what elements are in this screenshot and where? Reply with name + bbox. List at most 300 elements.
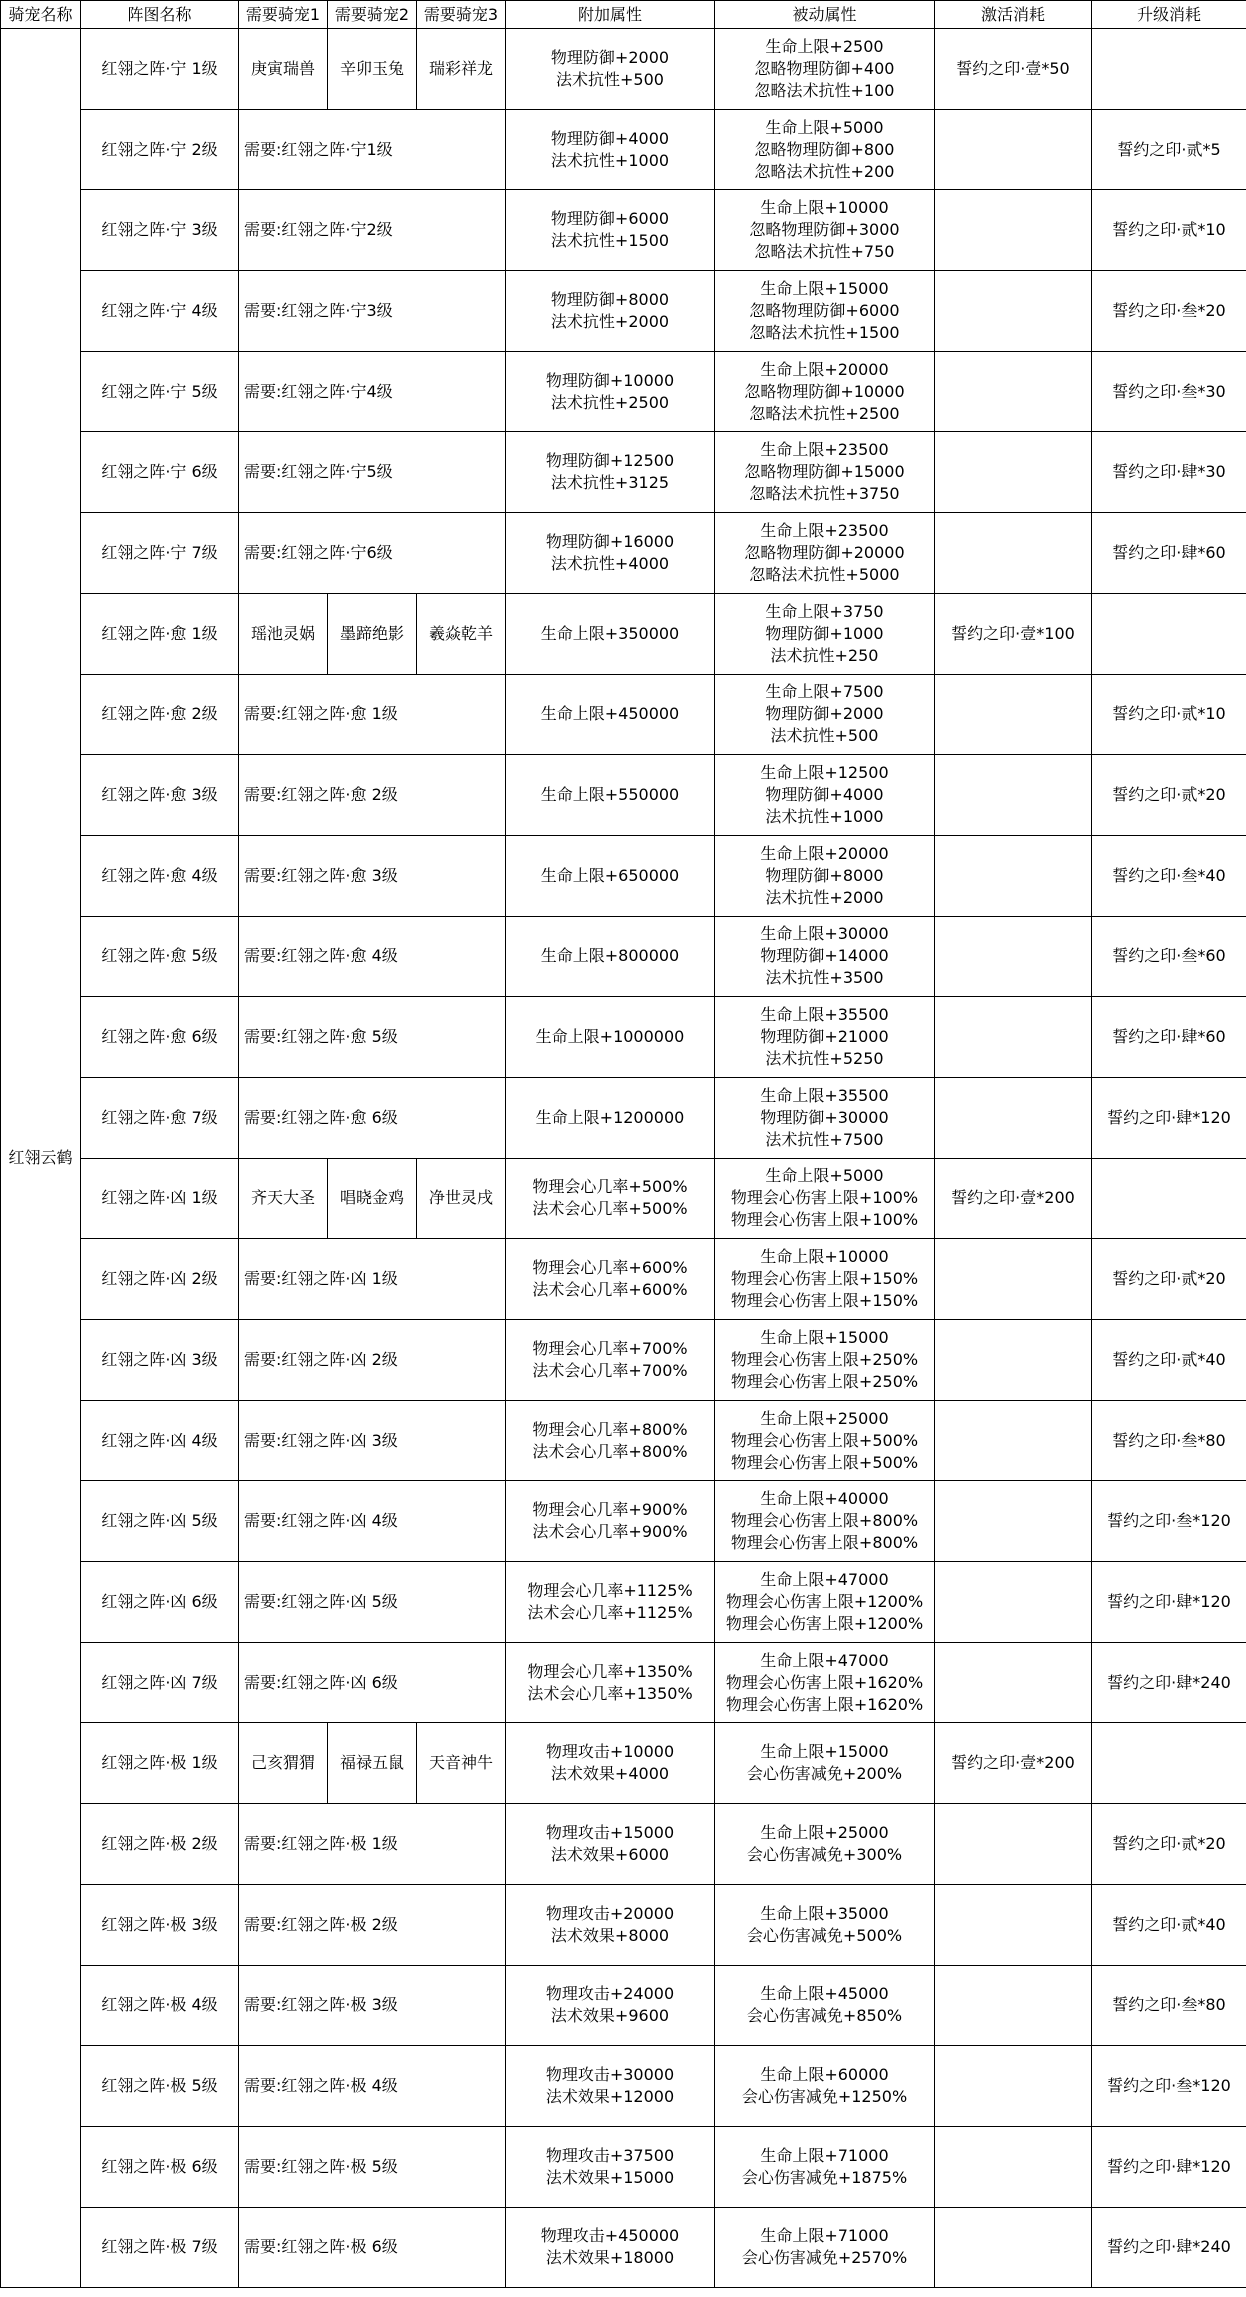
upgrade-cost-cell: 誓约之印·叁*80: [1092, 1965, 1246, 2046]
additional-attributes-cell: [506, 190, 715, 271]
passive-line: 忽略法术抗性+200: [754, 161, 895, 181]
attribute-line: 生命上限+450000: [540, 704, 680, 724]
attribute-line: 法术会心几率+1125%: [527, 1602, 693, 1622]
passive-line: 忽略法术抗性+100: [754, 80, 895, 100]
additional-attributes-cell: [506, 1239, 715, 1320]
upgrade-cost-cell: 誓约之印·肆*60: [1092, 513, 1246, 594]
attribute-line: 法术效果+15000: [545, 2167, 675, 2187]
upgrade-cost-cell: 誓约之印·贰*5: [1092, 109, 1246, 190]
required-pet-2-cell: 墨蹄绝影: [328, 593, 417, 674]
formation-name-cell: 红翎之阵·宁 2级: [81, 109, 239, 190]
passive-line: 物理防御+1000: [765, 623, 884, 643]
passive-line: 物理会心伤害上限+500%: [730, 1452, 919, 1472]
passive-attributes-cell: [715, 190, 935, 271]
passive-line: 会心伤害减免+1250%: [741, 2087, 908, 2107]
attribute-line: 法术效果+18000: [545, 2248, 675, 2268]
activation-cost-cell: [935, 1562, 1092, 1643]
attribute-line: 法术效果+12000: [545, 2087, 675, 2107]
passive-line: 物理会心伤害上限+1620%: [725, 1672, 924, 1692]
upgrade-cost-cell: 誓约之印·贰*40: [1092, 1884, 1246, 1965]
required-pet-1-cell: 瑶池灵娲: [239, 593, 328, 674]
required-pet-2-cell: 辛卯玉兔: [328, 29, 417, 110]
additional-attributes-cell: [506, 1965, 715, 2046]
requirement-cell: 需要:红翎之阵·愈 3级: [239, 835, 506, 916]
table-row: [1, 2126, 1246, 2207]
passive-attributes-cell: [715, 1400, 935, 1481]
requirement-cell: 需要:红翎之阵·愈 1级: [239, 674, 506, 755]
upgrade-cost-cell: 誓约之印·肆*240: [1092, 1642, 1246, 1723]
requirement-cell: 需要:红翎之阵·凶 6级: [239, 1642, 506, 1723]
passive-line: 生命上限+20000: [760, 843, 889, 863]
requirement-cell: 需要:红翎之阵·凶 5级: [239, 1562, 506, 1643]
attribute-line: 法术会心几率+700%: [532, 1360, 688, 1380]
passive-attributes-cell: [715, 2207, 935, 2288]
passive-line: 物理会心伤害上限+1620%: [725, 1694, 924, 1714]
requirement-cell: 需要:红翎之阵·宁3级: [239, 271, 506, 352]
formation-name-cell: 红翎之阵·愈 1级: [81, 593, 239, 674]
table-row: [1, 1158, 1246, 1239]
attribute-line: 物理攻击+15000: [545, 1822, 675, 1842]
additional-attributes-cell: [506, 1723, 715, 1804]
upgrade-cost-cell: 誓约之印·肆*240: [1092, 2207, 1246, 2288]
attribute-line: 法术抗性+2000: [550, 311, 670, 331]
passive-line: 生命上限+35500: [760, 1005, 889, 1025]
attribute-line: 法术效果+4000: [550, 1764, 670, 1784]
additional-attributes-cell: [506, 997, 715, 1078]
attribute-line: 法术会心几率+1350%: [527, 1683, 693, 1703]
formation-name-cell: 红翎之阵·凶 1级: [81, 1158, 239, 1239]
table-row: [1, 835, 1246, 916]
requirement-cell: 需要:红翎之阵·愈 2级: [239, 755, 506, 836]
formation-name-cell: 红翎之阵·凶 6级: [81, 1562, 239, 1643]
table-row: [1, 593, 1246, 674]
upgrade-cost-cell: 誓约之印·贰*10: [1092, 674, 1246, 755]
formation-name-cell: 红翎之阵·极 4级: [81, 1965, 239, 2046]
passive-attributes-cell: [715, 1642, 935, 1723]
additional-attributes-cell: [506, 1320, 715, 1401]
activation-cost-cell: [935, 190, 1092, 271]
activation-cost-cell: [935, 1320, 1092, 1401]
attribute-line: 物理攻击+30000: [545, 2065, 675, 2085]
additional-attributes-cell: [506, 271, 715, 352]
attribute-line: 法术会心几率+600%: [532, 1280, 688, 1300]
table-row: [1, 351, 1246, 432]
passive-line: 会心伤害减免+500%: [746, 1925, 903, 1945]
required-pet-3-cell: 羲焱乾羊: [417, 593, 506, 674]
attribute-line: 法术效果+6000: [550, 1844, 670, 1864]
passive-line: 生命上限+23500: [760, 520, 889, 540]
passive-line: 生命上限+3750: [765, 601, 884, 621]
passive-attributes-cell: [715, 1562, 935, 1643]
passive-line: 物理防御+30000: [760, 1107, 889, 1127]
passive-line: 物理会心伤害上限+150%: [730, 1269, 919, 1289]
upgrade-cost-cell: 誓约之印·肆*120: [1092, 1562, 1246, 1643]
table-row: [1, 916, 1246, 997]
passive-attributes-cell: [715, 916, 935, 997]
required-pet-3-cell: 瑞彩祥龙: [417, 29, 506, 110]
formation-name-cell: 红翎之阵·愈 7级: [81, 1077, 239, 1158]
formation-name-cell: 红翎之阵·凶 3级: [81, 1320, 239, 1401]
requirement-cell: 需要:红翎之阵·凶 3级: [239, 1400, 506, 1481]
passive-attributes-cell: [715, 674, 935, 755]
passive-line: 物理会心伤害上限+100%: [730, 1210, 919, 1230]
passive-line: 忽略法术抗性+5000: [749, 564, 900, 584]
upgrade-cost-cell: 誓约之印·叁*80: [1092, 1400, 1246, 1481]
passive-line: 会心伤害减免+200%: [746, 1764, 903, 1784]
passive-line: 会心伤害减免+1875%: [741, 2167, 908, 2187]
requirement-cell: 需要:红翎之阵·宁6级: [239, 513, 506, 594]
additional-attributes-cell: [506, 2046, 715, 2127]
passive-attributes-cell: [715, 432, 935, 513]
required-pet-3-cell: 天音神牛: [417, 1723, 506, 1804]
requirement-cell: 需要:红翎之阵·宁4级: [239, 351, 506, 432]
additional-attributes-cell: [506, 1158, 715, 1239]
header-additional-attributes: 附加属性: [506, 1, 715, 29]
attribute-line: 生命上限+550000: [540, 785, 680, 805]
additional-attributes-cell: [506, 2126, 715, 2207]
attribute-line: 法术效果+8000: [550, 1925, 670, 1945]
table-row: [1, 1642, 1246, 1723]
passive-line: 生命上限+71000: [760, 2145, 889, 2165]
upgrade-cost-cell: 誓约之印·贰*20: [1092, 1804, 1246, 1885]
header-formation-name: 阵图名称: [81, 1, 239, 29]
requirement-cell: 需要:红翎之阵·极 6级: [239, 2207, 506, 2288]
table-row: [1, 1562, 1246, 1643]
additional-attributes-cell: [506, 1884, 715, 1965]
passive-line: 法术抗性+3500: [765, 968, 884, 988]
passive-line: 生命上限+20000: [760, 359, 889, 379]
passive-attributes-cell: [715, 1884, 935, 1965]
activation-cost-cell: [935, 997, 1092, 1078]
activation-cost-cell: [935, 755, 1092, 836]
formation-name-cell: 红翎之阵·宁 4级: [81, 271, 239, 352]
passive-line: 物理会心伤害上限+250%: [730, 1349, 919, 1369]
activation-cost-cell: [935, 1400, 1092, 1481]
passive-attributes-cell: [715, 1804, 935, 1885]
header-passive-attributes: 被动属性: [715, 1, 935, 29]
requirement-cell: 需要:红翎之阵·宁2级: [239, 190, 506, 271]
passive-line: 忽略物理防御+10000: [744, 381, 905, 401]
upgrade-cost-cell: 誓约之印·贰*40: [1092, 1320, 1246, 1401]
requirement-cell: 需要:红翎之阵·极 1级: [239, 1804, 506, 1885]
activation-cost-cell: 誓约之印·壹*100: [935, 593, 1092, 674]
attribute-line: 法术抗性+2500: [550, 392, 670, 412]
passive-line: 生命上限+25000: [760, 1822, 889, 1842]
formation-name-cell: 红翎之阵·愈 6级: [81, 997, 239, 1078]
formation-name-cell: 红翎之阵·宁 6级: [81, 432, 239, 513]
activation-cost-cell: [935, 1481, 1092, 1562]
required-pet-1-cell: 齐天大圣: [239, 1158, 328, 1239]
required-pet-3-cell: 净世灵戌: [417, 1158, 506, 1239]
attribute-line: 法术抗性+4000: [550, 553, 670, 573]
passive-attributes-cell: [715, 1158, 935, 1239]
formation-name-cell: 红翎之阵·愈 2级: [81, 674, 239, 755]
activation-cost-cell: [935, 916, 1092, 997]
additional-attributes-cell: [506, 109, 715, 190]
passive-line: 忽略物理防御+15000: [744, 462, 905, 482]
required-pet-2-cell: 福禄五鼠: [328, 1723, 417, 1804]
formation-name-cell: 红翎之阵·极 5级: [81, 2046, 239, 2127]
formation-name-cell: 红翎之阵·愈 5级: [81, 916, 239, 997]
additional-attributes-cell: [506, 674, 715, 755]
activation-cost-cell: [935, 1642, 1092, 1723]
table-row: [1, 1804, 1246, 1885]
activation-cost-cell: [935, 1804, 1092, 1885]
table-row: [1, 2207, 1246, 2288]
table-row: [1, 1723, 1246, 1804]
table-row: [1, 1884, 1246, 1965]
passive-line: 生命上限+5000: [765, 117, 884, 137]
additional-attributes-cell: [506, 1642, 715, 1723]
activation-cost-cell: [935, 109, 1092, 190]
upgrade-cost-cell: 誓约之印·叁*120: [1092, 2046, 1246, 2127]
requirement-cell: 需要:红翎之阵·极 4级: [239, 2046, 506, 2127]
passive-attributes-cell: [715, 755, 935, 836]
additional-attributes-cell: [506, 1481, 715, 1562]
passive-line: 物理会心伤害上限+250%: [730, 1371, 919, 1391]
requirement-cell: 需要:红翎之阵·凶 4级: [239, 1481, 506, 1562]
activation-cost-cell: 誓约之印·壹*200: [935, 1158, 1092, 1239]
table-row: [1, 109, 1246, 190]
passive-line: 物理防御+14000: [760, 946, 889, 966]
activation-cost-cell: [935, 674, 1092, 755]
upgrade-cost-cell: 誓约之印·肆*60: [1092, 997, 1246, 1078]
upgrade-cost-cell: 誓约之印·肆*120: [1092, 1077, 1246, 1158]
required-pet-2-cell: 唱晓金鸡: [328, 1158, 417, 1239]
passive-line: 物理会心伤害上限+100%: [730, 1188, 919, 1208]
passive-line: 生命上限+10000: [760, 198, 889, 218]
additional-attributes-cell: [506, 351, 715, 432]
passive-line: 忽略法术抗性+1500: [749, 322, 900, 342]
activation-cost-cell: 誓约之印·壹*50: [935, 29, 1092, 110]
passive-line: 忽略物理防御+800: [754, 139, 895, 159]
activation-cost-cell: 誓约之印·壹*200: [935, 1723, 1092, 1804]
passive-line: 生命上限+5000: [765, 1166, 884, 1186]
attribute-line: 生命上限+1200000: [535, 1107, 685, 1127]
required-pet-1-cell: 己亥猬猬: [239, 1723, 328, 1804]
upgrade-cost-cell: 誓约之印·叁*40: [1092, 835, 1246, 916]
formation-name-cell: 红翎之阵·宁 5级: [81, 351, 239, 432]
passive-line: 生命上限+7500: [765, 682, 884, 702]
requirement-cell: 需要:红翎之阵·极 5级: [239, 2126, 506, 2207]
attribute-line: 法术抗性+1000: [550, 150, 670, 170]
passive-line: 生命上限+35000: [760, 1903, 889, 1923]
upgrade-cost-cell: [1092, 593, 1246, 674]
formation-name-cell: 红翎之阵·极 2级: [81, 1804, 239, 1885]
passive-line: 物理防御+2000: [765, 704, 884, 724]
requirement-cell: 需要:红翎之阵·凶 2级: [239, 1320, 506, 1401]
upgrade-cost-cell: 誓约之印·叁*20: [1092, 271, 1246, 352]
formation-name-cell: 红翎之阵·极 6级: [81, 2126, 239, 2207]
activation-cost-cell: [935, 432, 1092, 513]
required-pet-1-cell: 庚寅瑞兽: [239, 29, 328, 110]
attribute-line: 物理会心几率+700%: [532, 1338, 688, 1358]
attribute-line: 物理防御+4000: [550, 128, 670, 148]
upgrade-cost-cell: 誓约之印·叁*30: [1092, 351, 1246, 432]
attribute-line: 生命上限+350000: [540, 623, 680, 643]
mount-name-cell: 红翎云鹤: [1, 29, 81, 2288]
table-row: [1, 755, 1246, 836]
passive-line: 忽略物理防御+400: [754, 58, 895, 78]
additional-attributes-cell: [506, 916, 715, 997]
activation-cost-cell: [935, 2207, 1092, 2288]
passive-line: 物理会心伤害上限+1200%: [725, 1613, 924, 1633]
passive-attributes-cell: [715, 513, 935, 594]
passive-line: 物理防御+21000: [760, 1027, 889, 1047]
passive-line: 物理防御+8000: [765, 865, 884, 885]
passive-line: 生命上限+35500: [760, 1085, 889, 1105]
passive-line: 生命上限+40000: [760, 1489, 889, 1509]
passive-line: 法术抗性+1000: [765, 807, 884, 827]
activation-cost-cell: [935, 513, 1092, 594]
table-row: [1, 1965, 1246, 2046]
passive-attributes-cell: [715, 109, 935, 190]
attribute-line: 法术会心几率+500%: [532, 1199, 688, 1219]
table-row: [1, 1481, 1246, 1562]
passive-line: 生命上限+71000: [760, 2226, 889, 2246]
activation-cost-cell: [935, 835, 1092, 916]
header-pet-2: 需要骑宠2: [328, 1, 417, 29]
passive-line: 物理会心伤害上限+800%: [730, 1533, 919, 1553]
requirement-cell: 需要:红翎之阵·愈 5级: [239, 997, 506, 1078]
passive-line: 忽略法术抗性+2500: [749, 403, 900, 423]
activation-cost-cell: [935, 1077, 1092, 1158]
formation-name-cell: 红翎之阵·凶 4级: [81, 1400, 239, 1481]
passive-line: 物理防御+4000: [765, 785, 884, 805]
header-pet-3: 需要骑宠3: [417, 1, 506, 29]
passive-attributes-cell: [715, 835, 935, 916]
passive-attributes-cell: [715, 271, 935, 352]
formation-name-cell: 红翎之阵·极 1级: [81, 1723, 239, 1804]
attribute-line: 法术会心几率+800%: [532, 1441, 688, 1461]
header-activation-cost: 激活消耗: [935, 1, 1092, 29]
passive-line: 生命上限+12500: [760, 763, 889, 783]
attribute-line: 物理防御+6000: [550, 209, 670, 229]
header-mount-name: 骑宠名称: [1, 1, 81, 29]
attribute-line: 法术抗性+1500: [550, 231, 670, 251]
table-row: [1, 997, 1246, 1078]
passive-line: 生命上限+47000: [760, 1569, 889, 1589]
passive-line: 生命上限+45000: [760, 1984, 889, 2004]
passive-attributes-cell: [715, 1723, 935, 1804]
attribute-line: 法术会心几率+900%: [532, 1522, 688, 1542]
attribute-line: 物理会心几率+600%: [532, 1258, 688, 1278]
formation-name-cell: 红翎之阵·凶 7级: [81, 1642, 239, 1723]
table-row: [1, 1239, 1246, 1320]
passive-line: 生命上限+23500: [760, 440, 889, 460]
passive-line: 生命上限+47000: [760, 1650, 889, 1670]
passive-attributes-cell: [715, 593, 935, 674]
requirement-cell: 需要:红翎之阵·极 3级: [239, 1965, 506, 2046]
upgrade-cost-cell: 誓约之印·贰*20: [1092, 1239, 1246, 1320]
passive-line: 法术抗性+250: [770, 645, 879, 665]
activation-cost-cell: [935, 2126, 1092, 2207]
requirement-cell: 需要:红翎之阵·宁1级: [239, 109, 506, 190]
formation-name-cell: 红翎之阵·宁 3级: [81, 190, 239, 271]
passive-line: 法术抗性+500: [770, 726, 879, 746]
additional-attributes-cell: [506, 1077, 715, 1158]
table-row: [1, 513, 1246, 594]
requirement-cell: 需要:红翎之阵·极 2级: [239, 1884, 506, 1965]
attribute-line: 法术抗性+500: [556, 69, 664, 89]
passive-attributes-cell: [715, 29, 935, 110]
passive-line: 物理会心伤害上限+500%: [730, 1430, 919, 1450]
formation-name-cell: 红翎之阵·宁 7级: [81, 513, 239, 594]
passive-line: 法术抗性+5250: [765, 1049, 884, 1069]
passive-line: 生命上限+10000: [760, 1247, 889, 1267]
passive-attributes-cell: [715, 1239, 935, 1320]
formation-name-cell: 红翎之阵·极 3级: [81, 1884, 239, 1965]
passive-attributes-cell: [715, 1077, 935, 1158]
table-row: [1, 432, 1246, 513]
table-row: [1, 271, 1246, 352]
passive-line: 生命上限+60000: [760, 2065, 889, 2085]
table-row: [1, 29, 1246, 110]
passive-line: 物理会心伤害上限+150%: [730, 1291, 919, 1311]
passive-line: 会心伤害减免+300%: [746, 1844, 903, 1864]
additional-attributes-cell: [506, 1562, 715, 1643]
table-row: [1, 674, 1246, 755]
passive-attributes-cell: [715, 351, 935, 432]
passive-line: 法术抗性+2000: [765, 887, 884, 907]
formation-name-cell: 红翎之阵·极 7级: [81, 2207, 239, 2288]
activation-cost-cell: [935, 1239, 1092, 1320]
passive-line: 物理会心伤害上限+800%: [730, 1511, 919, 1531]
additional-attributes-cell: [506, 835, 715, 916]
passive-line: 忽略法术抗性+750: [754, 242, 895, 262]
formation-name-cell: 红翎之阵·凶 5级: [81, 1481, 239, 1562]
attribute-line: 物理攻击+10000: [545, 1742, 675, 1762]
additional-attributes-cell: [506, 593, 715, 674]
passive-attributes-cell: [715, 997, 935, 1078]
formation-name-cell: 红翎之阵·宁 1级: [81, 29, 239, 110]
attribute-line: 物理攻击+450000: [540, 2226, 680, 2246]
formation-name-cell: 红翎之阵·愈 4级: [81, 835, 239, 916]
additional-attributes-cell: [506, 29, 715, 110]
passive-line: 忽略物理防御+20000: [744, 542, 905, 562]
table-row: [1, 2046, 1246, 2127]
activation-cost-cell: [935, 351, 1092, 432]
upgrade-cost-cell: 誓约之印·贰*10: [1092, 190, 1246, 271]
attribute-line: 生命上限+1000000: [535, 1027, 685, 1047]
attribute-line: 生命上限+650000: [540, 865, 680, 885]
upgrade-cost-cell: 誓约之印·肆*30: [1092, 432, 1246, 513]
passive-attributes-cell: [715, 1481, 935, 1562]
passive-line: 生命上限+25000: [760, 1408, 889, 1428]
header-upgrade-cost: 升级消耗: [1092, 1, 1246, 29]
additional-attributes-cell: [506, 1804, 715, 1885]
attribute-line: 物理防御+10000: [545, 370, 675, 390]
additional-attributes-cell: [506, 755, 715, 836]
attribute-line: 物理会心几率+1125%: [527, 1580, 693, 1600]
attribute-line: 法术抗性+3125: [550, 473, 670, 493]
attribute-line: 生命上限+800000: [540, 946, 680, 966]
additional-attributes-cell: [506, 1400, 715, 1481]
passive-line: 会心伤害减免+850%: [746, 2006, 903, 2026]
passive-line: 忽略物理防御+6000: [749, 300, 900, 320]
activation-cost-cell: [935, 2046, 1092, 2127]
requirement-cell: 需要:红翎之阵·宁5级: [239, 432, 506, 513]
passive-attributes-cell: [715, 1320, 935, 1401]
passive-line: 物理会心伤害上限+1200%: [725, 1591, 924, 1611]
additional-attributes-cell: [506, 432, 715, 513]
attribute-line: 物理防御+8000: [550, 289, 670, 309]
passive-line: 忽略法术抗性+3750: [749, 484, 900, 504]
activation-cost-cell: [935, 1884, 1092, 1965]
upgrade-cost-cell: [1092, 1723, 1246, 1804]
activation-cost-cell: [935, 1965, 1092, 2046]
requirement-cell: 需要:红翎之阵·凶 1级: [239, 1239, 506, 1320]
